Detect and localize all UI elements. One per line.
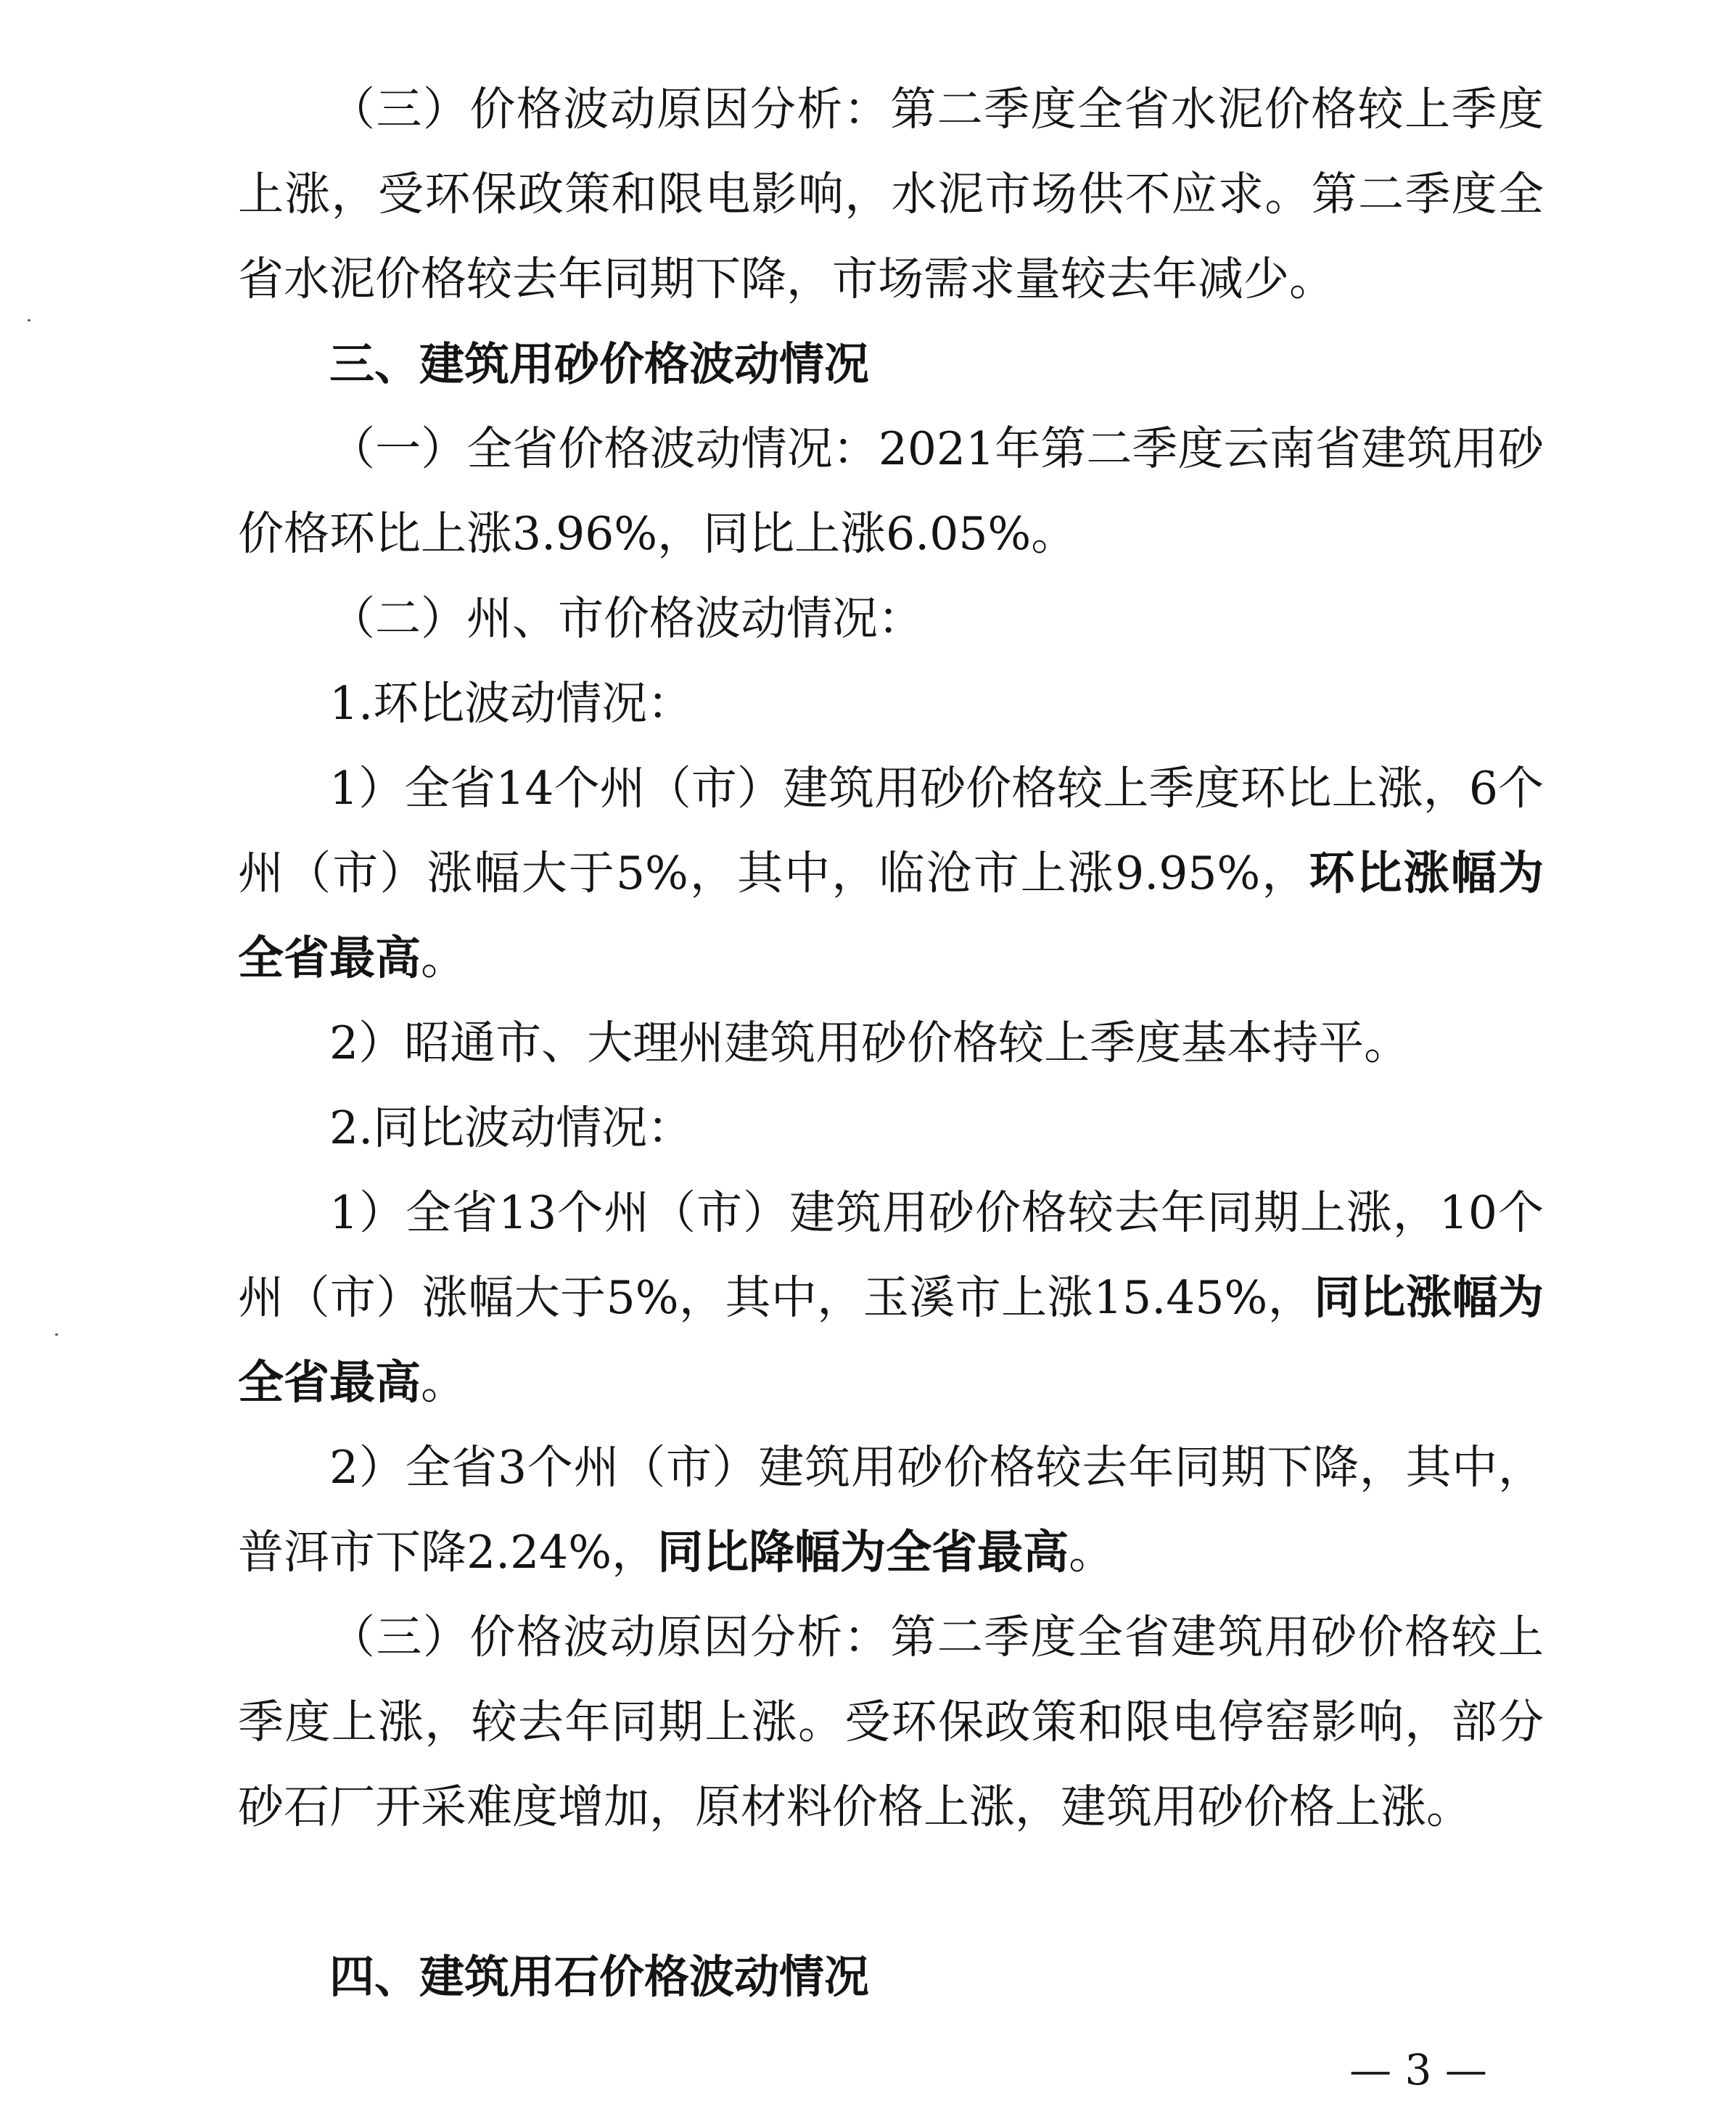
section-heading-stone: 四、建筑用石价格波动情况 — [329, 1950, 870, 2003]
bold-emphasis: 同比降幅为全省最高 — [657, 1526, 1069, 1579]
paragraph-text: 2）全省3个州（市）建筑用砂价格较去年同期下降，其中，普洱市下降2.24%， — [238, 1441, 1544, 1579]
paragraph-mom-flat: 2）昭通市、大理州建筑用砂价格较上季度基本持平。 — [329, 1016, 1410, 1069]
paragraph-yoy-rise — [238, 1170, 1544, 1425]
paragraph-yoy-fall — [238, 1425, 1544, 1595]
scan-speck — [28, 319, 30, 321]
paragraph-text: 1）全省13个州（市）建筑用砂价格较去年同期上涨，10个州（市）涨幅大于5%，其中，玉溪市上涨15.45%， — [238, 1186, 1544, 1324]
paragraph-end: 。 — [421, 932, 466, 984]
paragraph-end: 。 — [421, 1356, 466, 1409]
page-number: — 3 — — [1349, 2045, 1487, 2095]
paragraph-sand-price-cause: （三）价格波动原因分析：第二季度全省建筑用砂价格较上季度上涨，较去年同期上涨。受环保政策和限电停窑影响，部分砂石厂开采难度增加，原材料价格上涨，建筑用砂价格上涨。 — [238, 1611, 1544, 1833]
section-heading-sand: 三、建筑用砂价格波动情况 — [329, 337, 870, 390]
paragraph-province-fluctuation: （一）全省价格波动情况：2021年第二季度云南省建筑用砂价格环比上涨3.96%，同比上涨6.05%。 — [238, 422, 1544, 560]
scan-speck — [55, 1333, 58, 1336]
paragraph-cement-price-cause: （三）价格波动原因分析：第二季度全省水泥价格较上季度上涨，受环保政策和限电影响，水泥市场供不应求。第二季度全省水泥价格较去年同期下降，市场需求量较去年减少。 — [238, 83, 1544, 305]
bold-emphasis: 环比涨幅为全省最高 — [238, 847, 1544, 984]
paragraph-text: 1）全省14个州（市）建筑用砂价格较上季度环比上涨，6个州（市）涨幅大于5%，其中，临沧市上涨9.95%， — [238, 762, 1544, 900]
paragraph-mom-rise — [238, 746, 1544, 1000]
paragraph-end: 。 — [1069, 1526, 1115, 1579]
paragraph-mom-title: 1.环比波动情况： — [329, 677, 694, 730]
paragraph-city-fluctuation-title: （二）州、市价格波动情况： — [329, 592, 923, 645]
bold-emphasis: 同比涨幅为全省最高 — [238, 1271, 1544, 1409]
paragraph-yoy-title: 2.同比波动情况： — [329, 1101, 694, 1154]
